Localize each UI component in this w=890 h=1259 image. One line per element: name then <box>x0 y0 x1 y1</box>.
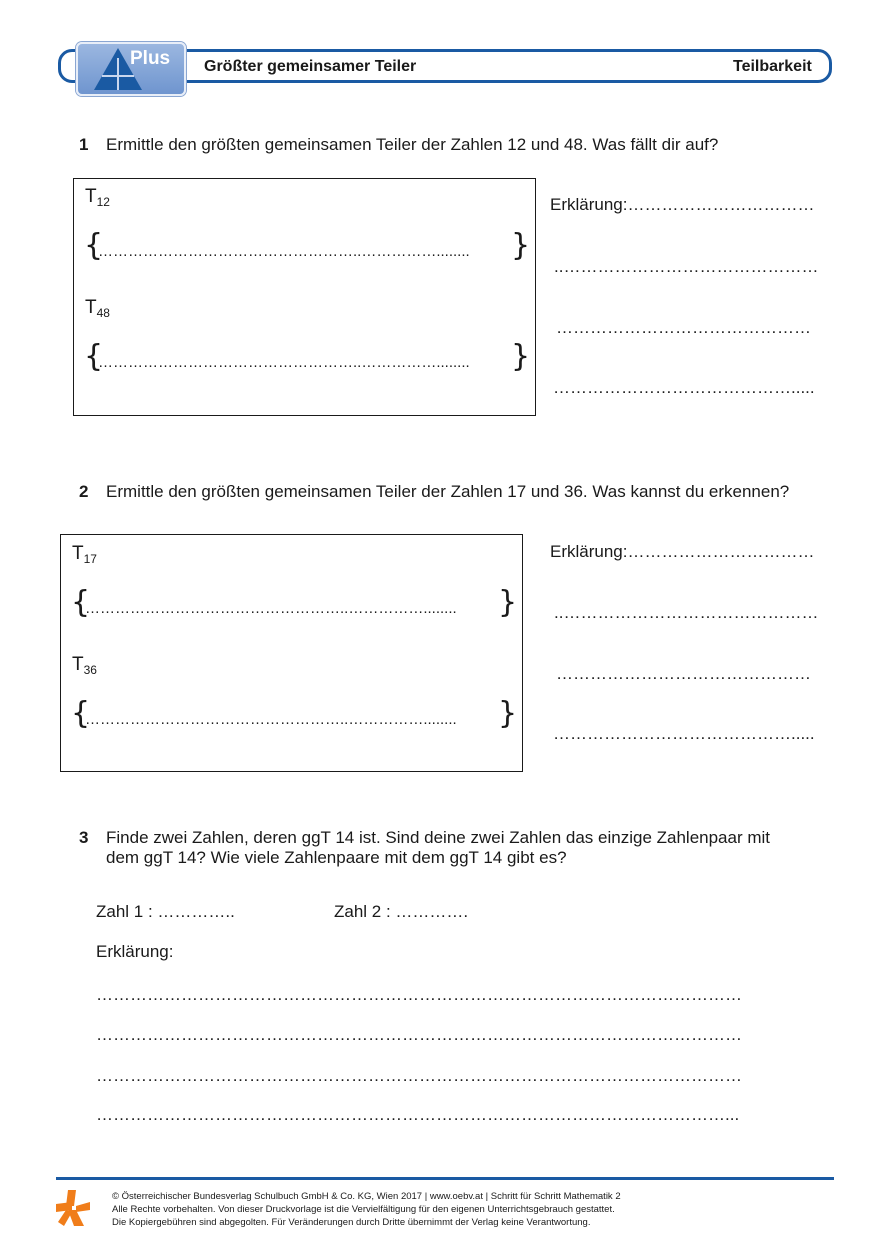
logo-text: Plus <box>130 48 171 69</box>
task3-answer-line4[interactable]: …………………………………………………………………………………………………... <box>96 1105 740 1124</box>
task2-set2-label: $T_{36}$ <box>72 654 97 677</box>
task1-number: 1 <box>79 135 89 154</box>
footer-disclaimer: Die Kopiergebühren sind abgegolten. Für Veränderungen durch Dritte übernimmt der Verlag keine Verantwortung. <box>112 1217 591 1228</box>
task1-explanation-line4[interactable]: ……………………………………..... <box>553 378 815 397</box>
zahl1-field[interactable]: Zahl 1 : ………….. <box>96 902 235 921</box>
task3-explanation-label: Erklärung: <box>96 942 174 961</box>
task3-answer-line3[interactable]: …………………………………………………………………………………………………… <box>96 1066 742 1085</box>
zahl2-field[interactable]: Zahl 2 : …………. <box>334 902 469 921</box>
task2-explanation-line4[interactable]: ……………………………………..... <box>553 724 815 743</box>
task3-text-line2: dem ggT 14? Wie viele Zahlenpaare mit dem ggT 14 gibt es? <box>106 848 567 867</box>
task1-set1-field[interactable]: ……………………………………………..……………........ <box>98 243 470 260</box>
footer-copyright: © Österreichischer Bundesverlag Schulbuch GmbH & Co. KG, Wien 2017 | www.oebv.at | Schritt für Schritt Mathematik 2 <box>112 1191 621 1202</box>
task2-set1-field[interactable]: ……………………………………………..……………........ <box>85 600 457 617</box>
task2-set1-open-brace: { <box>71 585 91 620</box>
task1-set2-label: $T_{48}$ <box>85 297 110 320</box>
task3-text-line1: Finde zwei Zahlen, deren ggT 14 ist. Sind deine zwei Zahlen das einzige Zahlenpaar mit <box>106 828 771 847</box>
task3-answer-line1[interactable]: …………………………………………………………………………………………………… <box>96 985 742 1004</box>
task1-sets-box <box>73 178 536 416</box>
task1-text: Ermittle den größten gemeinsamen Teiler der Zahlen 12 und 48. Was fällt dir auf? <box>106 135 719 154</box>
task1-set1-close-brace: } <box>511 228 531 263</box>
task1-set2-open-brace: { <box>84 339 104 374</box>
task1-set2-close-brace: } <box>511 339 531 374</box>
task2-explanation-line3[interactable]: ……………………………………… <box>556 664 811 683</box>
task1-explanation-line2[interactable]: ..……………………………………… <box>554 257 819 276</box>
task1-set2-field[interactable]: ……………………………………………..……………........ <box>98 354 470 371</box>
task2-text: Ermittle den größten gemeinsamen Teiler der Zahlen 17 und 36. Was kannst du erkennen? <box>106 482 790 501</box>
task3-number: 3 <box>79 828 89 847</box>
task3-answer-line2[interactable]: …………………………………………………………………………………………………… <box>96 1025 742 1044</box>
task2-explanation-line2[interactable]: ..……………………………………… <box>554 603 819 622</box>
task1-set1-open-brace: { <box>84 228 104 263</box>
task1-set1-label: $T_{12}$ <box>85 186 110 209</box>
topic-label: Teilbarkeit <box>733 58 812 75</box>
task1-explanation-line1[interactable]: Erklärung:…………………………… <box>550 195 815 214</box>
task2-set1-close-brace: } <box>498 585 518 620</box>
task1-explanation-line3[interactable]: ……………………………………… <box>556 318 811 337</box>
task2-explanation-line1[interactable]: Erklärung:…………………………… <box>550 542 815 561</box>
task2-sets-box <box>60 534 523 772</box>
task2-set1-label: $T_{17}$ <box>72 543 97 566</box>
task2-set2-field[interactable]: ……………………………………………..……………........ <box>85 711 457 728</box>
page-title: Größter gemeinsamer Teiler <box>204 58 417 75</box>
footer-rights: Alle Rechte vorbehalten. Von dieser Druckvorlage ist die Vervielfältigung für den eigenen Unterrichtsgebrauch gestattet. <box>112 1204 615 1215</box>
task2-number: 2 <box>79 482 89 501</box>
publisher-logo-icon <box>54 1188 94 1228</box>
task2-set2-open-brace: { <box>71 696 91 731</box>
task2-set2-close-brace: } <box>498 696 518 731</box>
footer-divider <box>56 1177 834 1180</box>
